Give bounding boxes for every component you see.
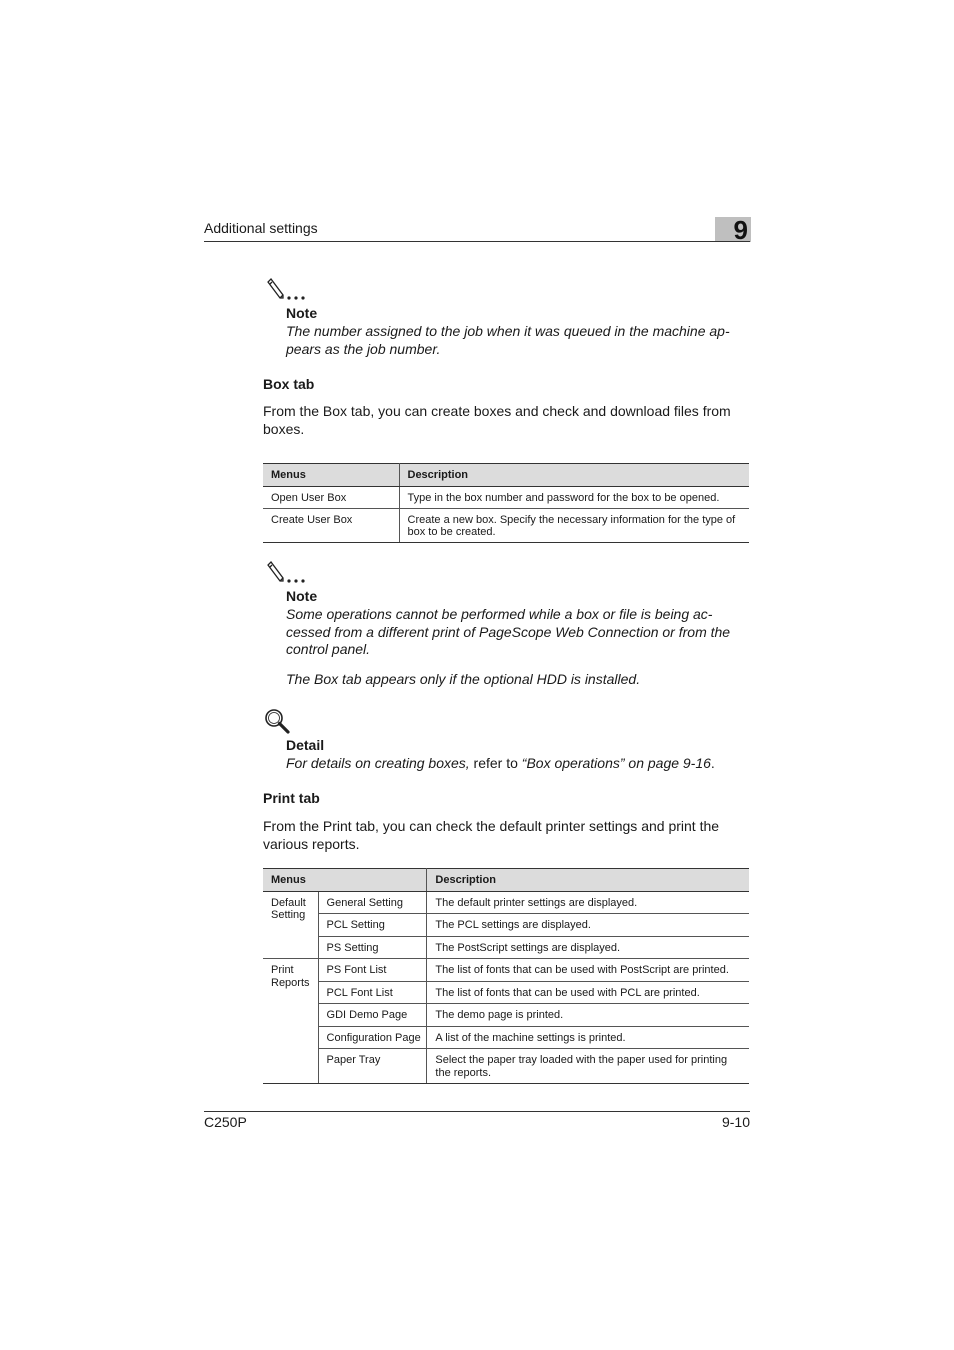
detail-period: . bbox=[710, 755, 715, 771]
detail-text bbox=[286, 755, 715, 773]
group-label-line: Reports bbox=[271, 976, 310, 989]
table-header-row bbox=[263, 464, 749, 487]
table-row bbox=[263, 509, 749, 543]
cross-reference-link[interactable]: “Box operations” on page 9-16 bbox=[521, 755, 711, 771]
description-line: Type in the box number and password for the box to be opened. bbox=[407, 492, 720, 504]
menu-item-cell: PCL Setting bbox=[318, 914, 427, 937]
detail-label: Detail bbox=[286, 737, 325, 753]
description-cell: The list of fonts that can be used with PostScript are printed. bbox=[427, 959, 749, 982]
description-cell bbox=[427, 1049, 749, 1084]
chapter-tab bbox=[715, 215, 751, 245]
table-row bbox=[263, 1049, 749, 1084]
note-line: The number assigned to the job when it was queued in the machine ap- bbox=[286, 323, 730, 339]
table-row bbox=[263, 1026, 749, 1049]
note-text bbox=[286, 323, 751, 358]
paragraph-line: From the Print tab, you can check the default printer settings and print the bbox=[263, 818, 720, 834]
magnifier-icon bbox=[263, 707, 293, 737]
detail-text-italic: For details on creating boxes, bbox=[286, 755, 470, 771]
group-label-print-reports bbox=[263, 959, 318, 1084]
menu-item-cell: PS Font List bbox=[318, 959, 427, 982]
paragraph-line: boxes. bbox=[263, 420, 305, 437]
print-tab-menu-table bbox=[263, 868, 749, 1084]
description-cell: A list of the machine settings is printed. bbox=[427, 1026, 749, 1049]
note-label: Note bbox=[286, 588, 318, 604]
menu-item-cell: Paper Tray bbox=[318, 1049, 427, 1084]
print-tab-heading: Print tab bbox=[263, 790, 320, 806]
running-header-title: Additional settings bbox=[204, 220, 318, 236]
column-header-menus: Menus bbox=[263, 464, 399, 487]
description-cell: The demo page is printed. bbox=[427, 1004, 749, 1027]
table-row bbox=[263, 981, 749, 1004]
print-tab-description bbox=[263, 818, 753, 853]
group-label-line: Default bbox=[271, 896, 306, 909]
paragraph-line: various reports. bbox=[263, 835, 360, 852]
menu-item-cell: PS Setting bbox=[318, 936, 427, 959]
note-line: Some operations cannot be performed while a box or file is being ac- bbox=[286, 606, 713, 622]
table-row bbox=[263, 936, 749, 959]
description-cell bbox=[399, 487, 749, 509]
table-row bbox=[263, 891, 749, 914]
description-cell: The PCL settings are displayed. bbox=[427, 914, 749, 937]
menu-item-cell: PCL Font List bbox=[318, 981, 427, 1004]
table-row bbox=[263, 487, 749, 509]
table-row bbox=[263, 1004, 749, 1027]
footer-model: C250P bbox=[204, 1114, 247, 1130]
box-tab-menu-table bbox=[263, 463, 749, 543]
description-cell: The PostScript settings are displayed. bbox=[427, 936, 749, 959]
header-rule bbox=[204, 241, 750, 242]
chapter-number: 9 bbox=[733, 215, 748, 245]
box-tab-description bbox=[263, 403, 753, 438]
group-label-default-setting bbox=[263, 891, 318, 959]
detail-text-plain: refer to bbox=[469, 755, 522, 771]
column-header-description: Description bbox=[427, 869, 749, 892]
note-line: control panel. bbox=[286, 641, 371, 657]
column-header-description: Description bbox=[399, 464, 749, 487]
footer-rule bbox=[204, 1111, 750, 1112]
footer-page-number: 9-10 bbox=[721, 1114, 750, 1130]
menu-item-cell: Configuration Page bbox=[318, 1026, 427, 1049]
table-row bbox=[263, 959, 749, 982]
menu-cell: Open User Box bbox=[263, 487, 399, 509]
group-label-line: Setting bbox=[271, 909, 306, 921]
menu-cell: Create User Box bbox=[263, 509, 399, 543]
note-line: pears as the job number. bbox=[286, 340, 441, 357]
description-line: the reports. bbox=[435, 1066, 492, 1079]
box-tab-heading: Box tab bbox=[263, 376, 315, 392]
note-text bbox=[286, 606, 751, 659]
menu-item-cell: General Setting bbox=[318, 891, 427, 914]
menu-item-cell: GDI Demo Page bbox=[318, 1004, 427, 1027]
table-row bbox=[263, 914, 749, 937]
paragraph-line: From the Box tab, you can create boxes and check and download files from bbox=[263, 403, 731, 419]
pencil-note-icon bbox=[263, 276, 311, 306]
note-extra-text: The Box tab appears only if the optional HDD is installed. bbox=[286, 671, 641, 687]
note-line: cessed from a different print of PageScope Web Connection or from the bbox=[286, 623, 731, 640]
description-line: Select the paper tray loaded with the paper used for printing bbox=[435, 1054, 728, 1066]
group-label-line: Print bbox=[271, 964, 294, 976]
table-header-row bbox=[263, 869, 749, 892]
column-header-menus: Menus bbox=[263, 869, 427, 892]
note-label: Note bbox=[286, 305, 318, 321]
description-cell bbox=[399, 509, 749, 543]
pencil-note-icon bbox=[263, 559, 311, 589]
description-cell: The list of fonts that can be used with PCL are printed. bbox=[427, 981, 749, 1004]
description-line: Create a new box. Specify the necessary information for the type of bbox=[407, 514, 736, 526]
description-line: box to be created. bbox=[407, 526, 496, 538]
description-cell: The default printer settings are displayed. bbox=[427, 891, 749, 914]
